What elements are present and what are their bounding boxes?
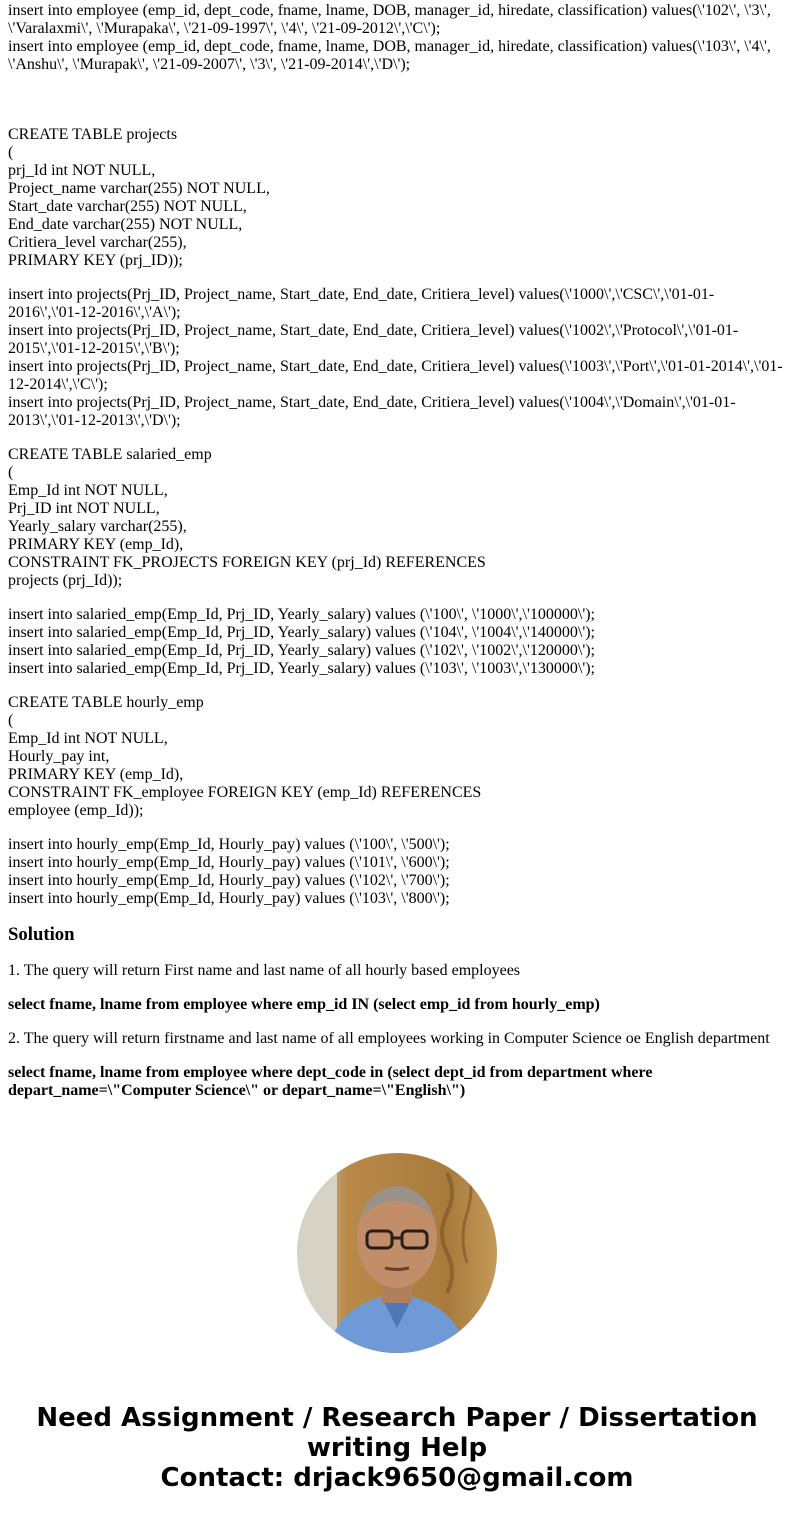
create-table-salaried-emp — [8, 446, 786, 590]
sql-line: PRIMARY KEY (emp_Id), — [8, 536, 184, 553]
sql-line: PRIMARY KEY (prj_ID)); — [8, 252, 183, 269]
projects-insert-line: insert into projects(Prj_ID, Project_name, Start_date, End_date, Critiera_level) values(\'1003\',\'Port\',\'01-01-2014\',\'01-12-2014\',\'C\'); — [8, 358, 783, 393]
query-2-description: 2. The query will return firstname and last name of all employees working in Computer Science oe English department — [8, 1030, 770, 1047]
sql-line: projects (prj_Id)); — [8, 572, 123, 589]
sql-line: ( — [8, 464, 14, 481]
sql-line: End_date varchar(255) NOT NULL, — [8, 216, 243, 233]
sql-line: ( — [8, 144, 14, 161]
sql-line: Project_name varchar(255) NOT NULL, — [8, 180, 270, 197]
sql-line: Yearly_salary varchar(255), — [8, 518, 187, 535]
projects-insert-line: insert into projects(Prj_ID, Project_name, Start_date, End_date, Critiera_level) values(\'1004\',\'Domain\',\'01-01-2013\',\'01-12-2013\',\'D\'); — [8, 394, 736, 429]
employee-insert-line: insert into employee (emp_id, dept_code, fname, lname, DOB, manager_id, hiredate, classification) values(\'102\', \'3\', \'Varalaxmi\', \'Murapaka\', \'21-09-1997\', \'4\', \'21-09-2012\',\'C\'); — [8, 2, 771, 37]
sql-line: Critiera_level varchar(255), — [8, 234, 187, 251]
employee-inserts — [8, 2, 786, 74]
sql-line: employee (emp_Id)); — [8, 802, 144, 819]
salaried-insert-line: insert into salaried_emp(Emp_Id, Prj_ID, Yearly_salary) values (\'102\', \'1002\',\'120000\'); — [8, 642, 595, 659]
sql-line: CREATE TABLE salaried_emp — [8, 446, 212, 463]
query-2-sql: select fname, lname from employee where dept_code in (select dept_id from department where depart_name=\"Computer Science\" or depart_name=\"English\") — [8, 1064, 653, 1099]
query-1-sql: select fname, lname from employee where emp_id IN (select emp_id from hourly_emp) — [8, 996, 600, 1013]
projects-insert-line: insert into projects(Prj_ID, Project_name, Start_date, End_date, Critiera_level) values(\'1002\',\'Protocol\',\'01-01-2015\',\'01-12-2015\',\'B\'); — [8, 322, 739, 357]
blank-space — [8, 90, 786, 126]
sql-line: CONSTRAINT FK_PROJECTS FOREIGN KEY (prj_Id) REFERENCES — [8, 554, 486, 571]
hourly-insert-line: insert into hourly_emp(Emp_Id, Hourly_pay) values (\'100\', \'500\'); — [8, 836, 450, 853]
projects-insert-line: insert into projects(Prj_ID, Project_name, Start_date, End_date, Critiera_level) values(\'1000\',\'CSC\',\'01-01-2016\',\'01-12-2016\',\'A\'); — [8, 286, 715, 321]
document-body — [8, 2, 786, 1116]
sql-line: prj_Id int NOT NULL, — [8, 162, 156, 179]
sql-line: CONSTRAINT FK_employee FOREIGN KEY (emp_Id) REFERENCES — [8, 784, 482, 801]
create-table-projects — [8, 126, 786, 270]
query-1-description: 1. The query will return First name and last name of all hourly based employees — [8, 962, 521, 979]
hourly-insert-line: insert into hourly_emp(Emp_Id, Hourly_pay) values (\'102\', \'700\'); — [8, 872, 450, 889]
salaried-insert-line: insert into salaried_emp(Emp_Id, Prj_ID, Yearly_salary) values (\'103\', \'1003\',\'130000\'); — [8, 660, 595, 677]
hourly-insert-line: insert into hourly_emp(Emp_Id, Hourly_pay) values (\'101\', \'600\'); — [8, 854, 450, 871]
sql-line: Emp_Id int NOT NULL, — [8, 482, 168, 499]
footer-contact — [0, 1403, 794, 1493]
salaried-insert-line: insert into salaried_emp(Emp_Id, Prj_ID, Yearly_salary) values (\'100\', \'1000\',\'100000\'); — [8, 606, 595, 623]
employee-insert-line: insert into employee (emp_id, dept_code, fname, lname, DOB, manager_id, hiredate, classification) values(\'103\', \'4\', \'Anshu\', \'Murapak\', \'21-09-2007\', \'3\', \'21-09-2014\',\'D\'); — [8, 38, 771, 73]
salaried-inserts — [8, 606, 786, 678]
sql-line: PRIMARY KEY (emp_Id), — [8, 766, 184, 783]
sql-line: CREATE TABLE projects — [8, 126, 178, 143]
footer-line-3: Contact: drjack9650@gmail.com — [160, 1463, 634, 1493]
sql-line: ( — [8, 712, 14, 729]
author-portrait-image — [297, 1153, 497, 1353]
hourly-insert-line: insert into hourly_emp(Emp_Id, Hourly_pay) values (\'103\', \'800\'); — [8, 890, 450, 907]
salaried-insert-line: insert into salaried_emp(Emp_Id, Prj_ID, Yearly_salary) values (\'104\', \'1004\',\'140000\'); — [8, 624, 595, 641]
sql-line: Prj_ID int NOT NULL, — [8, 500, 160, 517]
sql-line: Emp_Id int NOT NULL, — [8, 730, 168, 747]
footer-line-2: writing Help — [306, 1433, 488, 1463]
solution-heading: Solution — [8, 924, 75, 945]
footer-line-1: Need Assignment / Research Paper / Dissertation — [36, 1403, 758, 1433]
author-avatar — [297, 1153, 497, 1353]
sql-line: CREATE TABLE hourly_emp — [8, 694, 204, 711]
hourly-inserts — [8, 836, 786, 908]
create-table-hourly-emp — [8, 694, 786, 820]
sql-line: Start_date varchar(255) NOT NULL, — [8, 198, 247, 215]
sql-line: Hourly_pay int, — [8, 748, 110, 765]
projects-inserts — [8, 286, 786, 430]
